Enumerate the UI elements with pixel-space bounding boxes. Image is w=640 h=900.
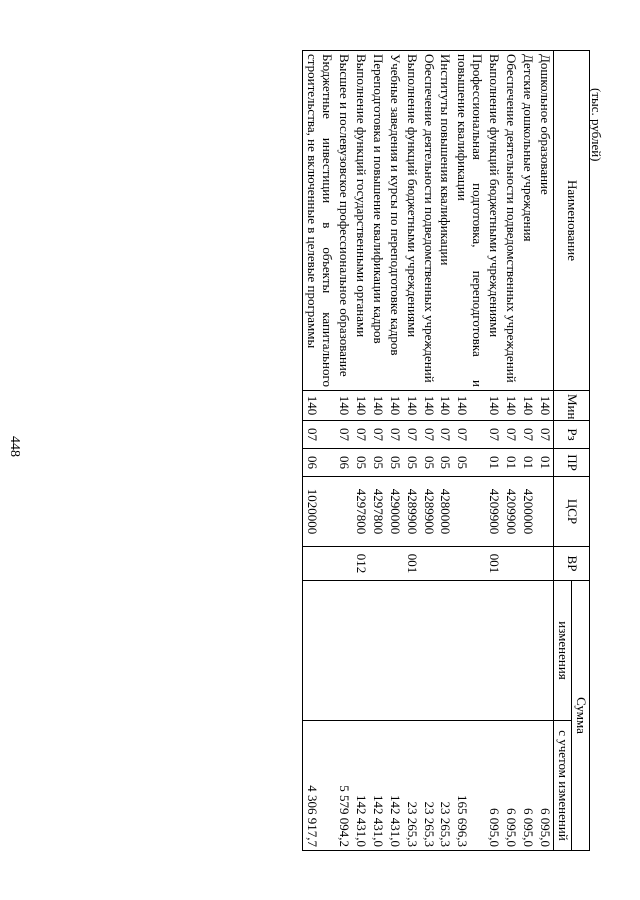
row-vr-cell bbox=[420, 547, 437, 581]
table-row bbox=[454, 51, 486, 851]
row-csr-cell: 4209900 bbox=[502, 477, 519, 547]
table-row bbox=[420, 51, 437, 851]
row-pr-cell: 05 bbox=[386, 449, 403, 477]
header-change: изменения bbox=[554, 581, 572, 721]
row-rz-cell: 07 bbox=[386, 421, 403, 449]
table-row bbox=[369, 51, 386, 851]
table-row bbox=[386, 51, 403, 851]
row-rz-cell: 07 bbox=[454, 421, 486, 449]
row-total-cell: 6 095,0 bbox=[502, 721, 519, 851]
row-change-cell bbox=[335, 581, 352, 721]
row-change-cell bbox=[403, 581, 420, 721]
row-min-cell: 140 bbox=[437, 391, 454, 421]
row-vr-cell bbox=[437, 547, 454, 581]
row-csr-cell: 4297800 bbox=[352, 477, 369, 547]
header-row-top bbox=[572, 51, 590, 851]
header-sum: Сумма bbox=[572, 581, 590, 851]
row-rz-cell: 07 bbox=[536, 421, 553, 449]
row-min-cell: 140 bbox=[303, 391, 335, 421]
row-total-cell: 142 431,0 bbox=[352, 721, 369, 851]
row-total-cell: 6 095,0 bbox=[485, 721, 502, 851]
row-total-cell: 165 696,3 bbox=[454, 721, 486, 851]
row-csr-cell bbox=[536, 477, 553, 547]
row-change-cell bbox=[303, 581, 335, 721]
row-min-cell: 140 bbox=[386, 391, 403, 421]
row-total-cell: 6 095,0 bbox=[519, 721, 536, 851]
row-total-cell: 4 306 917,7 bbox=[303, 721, 335, 851]
header-min: Мин bbox=[554, 391, 590, 421]
header-pr: ПР bbox=[554, 449, 590, 477]
row-pr-cell: 05 bbox=[437, 449, 454, 477]
header-csr: ЦСР bbox=[554, 477, 590, 547]
row-total-cell: 23 265,3 bbox=[403, 721, 420, 851]
row-csr-cell: 4209900 bbox=[485, 477, 502, 547]
table-row bbox=[335, 51, 352, 851]
unit-note: (тыс. рублей) bbox=[589, 88, 604, 162]
row-csr-cell bbox=[335, 477, 352, 547]
row-change-cell bbox=[369, 581, 386, 721]
row-rz-cell: 07 bbox=[369, 421, 386, 449]
row-rz-cell: 07 bbox=[352, 421, 369, 449]
row-pr-cell: 06 bbox=[335, 449, 352, 477]
row-vr-cell: 012 bbox=[352, 547, 369, 581]
row-rz-cell: 07 bbox=[502, 421, 519, 449]
row-pr-cell: 01 bbox=[485, 449, 502, 477]
row-min-cell: 140 bbox=[420, 391, 437, 421]
row-csr-cell: 4280000 bbox=[437, 477, 454, 547]
table-row bbox=[303, 51, 335, 851]
row-vr-cell bbox=[369, 547, 386, 581]
row-csr-cell bbox=[454, 477, 486, 547]
row-change-cell bbox=[437, 581, 454, 721]
row-rz-cell: 07 bbox=[519, 421, 536, 449]
row-min-cell: 140 bbox=[454, 391, 486, 421]
row-min-cell: 140 bbox=[519, 391, 536, 421]
table-body bbox=[303, 51, 554, 851]
table-row bbox=[502, 51, 519, 851]
row-rz-cell: 07 bbox=[403, 421, 420, 449]
row-rz-cell: 07 bbox=[420, 421, 437, 449]
row-name-cell: Выполнение функций бюджетными учреждениями bbox=[403, 51, 420, 391]
header-rz: Рз bbox=[554, 421, 590, 449]
row-total-cell: 23 265,3 bbox=[420, 721, 437, 851]
row-name-cell: Выполнение функций государственными органами bbox=[352, 51, 369, 391]
row-pr-cell: 05 bbox=[454, 449, 486, 477]
row-change-cell bbox=[352, 581, 369, 721]
row-min-cell: 140 bbox=[403, 391, 420, 421]
row-pr-cell: 01 bbox=[536, 449, 553, 477]
row-min-cell: 140 bbox=[335, 391, 352, 421]
header-name: Наименование bbox=[554, 51, 590, 391]
row-min-cell: 140 bbox=[485, 391, 502, 421]
row-csr-cell: 4289900 bbox=[420, 477, 437, 547]
row-total-cell: 23 265,3 bbox=[437, 721, 454, 851]
row-change-cell bbox=[519, 581, 536, 721]
rotated-table-container bbox=[120, 50, 590, 850]
row-name-cell: Дошкольное образование bbox=[536, 51, 553, 391]
row-name-cell: Выполнение функций бюджетными учреждениями bbox=[485, 51, 502, 391]
row-change-cell bbox=[454, 581, 486, 721]
row-change-cell bbox=[386, 581, 403, 721]
row-change-cell bbox=[420, 581, 437, 721]
row-vr-cell bbox=[536, 547, 553, 581]
row-rz-cell: 07 bbox=[437, 421, 454, 449]
row-rz-cell: 07 bbox=[303, 421, 335, 449]
header-with-change: с учетом изменений bbox=[554, 721, 572, 851]
table-row bbox=[519, 51, 536, 851]
row-name-cell: Детские дошкольные учреждения bbox=[519, 51, 536, 391]
row-name-cell: Высшее и послевузовское профессиональное образование bbox=[335, 51, 352, 391]
page-number: 448 bbox=[7, 436, 22, 457]
row-total-cell: 6 095,0 bbox=[536, 721, 553, 851]
row-rz-cell: 07 bbox=[485, 421, 502, 449]
row-pr-cell: 05 bbox=[369, 449, 386, 477]
row-pr-cell: 05 bbox=[352, 449, 369, 477]
table-row bbox=[536, 51, 553, 851]
row-change-cell bbox=[536, 581, 553, 721]
row-change-cell bbox=[502, 581, 519, 721]
row-vr-cell bbox=[335, 547, 352, 581]
row-csr-cell: 1020000 bbox=[303, 477, 335, 547]
row-name-cell: Обеспечение деятельности подведомственных учреждений bbox=[420, 51, 437, 391]
row-name-cell: Институты повышения квалификации bbox=[437, 51, 454, 391]
header-vr: ВР bbox=[554, 547, 590, 581]
row-name-cell: Переподготовка и повышение квалификации кадров bbox=[369, 51, 386, 391]
row-name-cell: Обеспечение деятельности подведомственных учреждений bbox=[502, 51, 519, 391]
row-csr-cell: 4290000 bbox=[386, 477, 403, 547]
row-total-cell: 142 431,0 bbox=[369, 721, 386, 851]
row-min-cell: 140 bbox=[352, 391, 369, 421]
row-rz-cell: 07 bbox=[335, 421, 352, 449]
row-pr-cell: 05 bbox=[420, 449, 437, 477]
table-row bbox=[352, 51, 369, 851]
row-vr-cell: 001 bbox=[485, 547, 502, 581]
row-change-cell bbox=[485, 581, 502, 721]
row-total-cell: 5 579 094,2 bbox=[335, 721, 352, 851]
row-min-cell: 140 bbox=[369, 391, 386, 421]
row-csr-cell: 4200000 bbox=[519, 477, 536, 547]
row-name-cell: Бюджетные инвестиции в объекты капитального строительства, не включенные в целевые программы bbox=[303, 51, 335, 391]
row-vr-cell bbox=[454, 547, 486, 581]
row-vr-cell bbox=[303, 547, 335, 581]
table-row bbox=[485, 51, 502, 851]
table-row bbox=[437, 51, 454, 851]
row-name-cell: Профессиональная подготовка, переподготовка и повышение квалификации bbox=[454, 51, 486, 391]
row-pr-cell: 01 bbox=[519, 449, 536, 477]
row-vr-cell bbox=[502, 547, 519, 581]
row-pr-cell: 01 bbox=[502, 449, 519, 477]
row-csr-cell: 4297800 bbox=[369, 477, 386, 547]
row-vr-cell bbox=[519, 547, 536, 581]
row-name-cell: Учебные заведения и курсы по переподготовке кадров bbox=[386, 51, 403, 391]
row-min-cell: 140 bbox=[536, 391, 553, 421]
budget-table bbox=[302, 50, 590, 851]
row-pr-cell: 06 bbox=[303, 449, 335, 477]
row-pr-cell: 05 bbox=[403, 449, 420, 477]
table-row bbox=[403, 51, 420, 851]
row-vr-cell bbox=[386, 547, 403, 581]
row-min-cell: 140 bbox=[502, 391, 519, 421]
row-csr-cell: 4289900 bbox=[403, 477, 420, 547]
row-total-cell: 142 431,0 bbox=[386, 721, 403, 851]
row-vr-cell: 001 bbox=[403, 547, 420, 581]
